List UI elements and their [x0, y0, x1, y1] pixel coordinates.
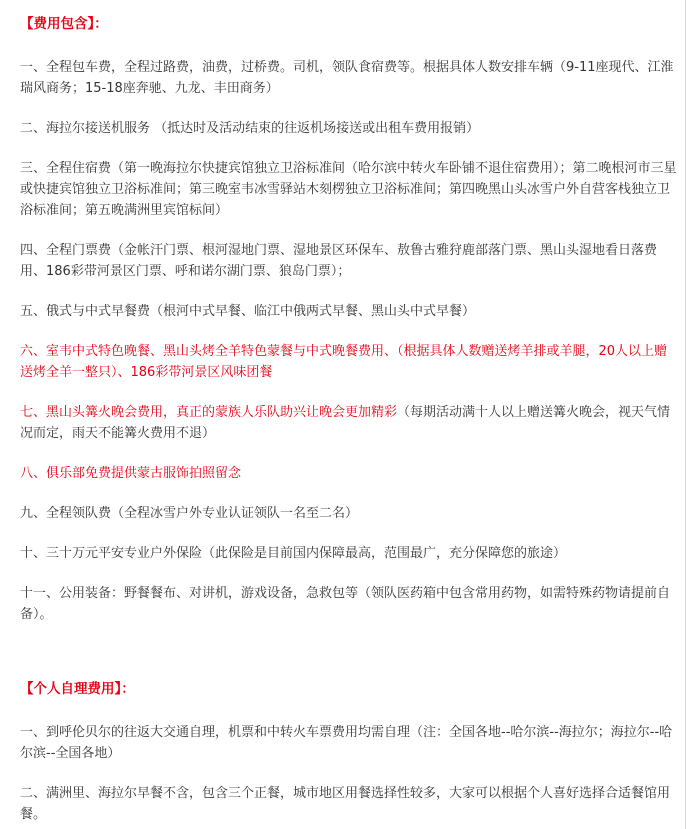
included-heading: 【费用包含】： — [20, 16, 108, 32]
included-item-1: 一、全程包车费，全程过路费，油费，过桥费。司机，领队食宿费等。根据具体人数安排车辆（9-11座现代、江淮瑞风商务；15-18座奔驰、九龙、丰田商务） — [20, 60, 674, 96]
included-item-11: 十一、公用装备：野餐餐布、对讲机，游戏设备，急救包等（领队医药箱中包含常用药物，如需特殊药物请提前自备）。 — [20, 586, 671, 622]
included-item-7-highlight: 七、黑山头篝火晚会费用，真正的蒙族人乐队助兴让晚会更加精彩 — [20, 405, 398, 420]
included-item-7 — [20, 402, 680, 444]
included-item-7-note: （每期活动满十人以上赠送篝火晚会，视天气情况而定，雨天不能篝火费用不退） — [20, 405, 671, 441]
included-item-2: 二、海拉尔接送机服务 （抵达时及活动结束的往返机场接送或出租车费用报销） — [20, 121, 480, 136]
included-item-6: 六、室韦中式特色晚餐、黑山头烤全羊特色蒙餐与中式晚餐费用、（根据具体人数赠送烤羊排或羊腿，20人以上赠送烤全羊一整只）、186彩带河景区风味团餐 — [20, 344, 668, 380]
included-item-10: 十、三十万元平安专业户外保险（此保险是目前国内保障最高，范围最广，充分保障您的旅途） — [20, 546, 567, 561]
document-content — [20, 14, 680, 825]
included-item-3: 三、全程住宿费（第一晚海拉尔快捷宾馆独立卫浴标准间（哈尔滨中转火车卧铺不退住宿费用）；第二晚根河市三星或快捷宾馆独立卫浴标准间；第三晚室韦冰雪驿站木刻楞独立卫浴标准间；第四晚黑山头冰雪户外自营客栈独立卫浴标准间；第五晚满洲里宾馆标间） — [20, 161, 677, 218]
self-paid-item-2: 二、满洲里、海拉尔早餐不含，包含三个正餐，城市地区用餐选择性较多，大家可以根据个人喜好选择合适餐馆用餐。 — [20, 786, 671, 822]
self-paid-heading: 【个人自理费用】： — [20, 681, 135, 697]
included-item-5: 五、俄式与中式早餐费（根河中式早餐、临江中俄两式早餐、黑山头中式早餐） — [20, 304, 476, 319]
included-item-4: 四、全程门票费（金帐汗门票、根河湿地门票、湿地景区环保车、敖鲁古雅狩鹿部落门票、黑山头湿地看日落费用、186彩带河景区门票、呼和诺尔湖门票、狼岛门票）； — [20, 243, 658, 279]
included-item-9: 九、全程领队费（全程冰雪户外专业认证领队一名至二名） — [20, 506, 359, 521]
self-paid-item-1: 一、到呼伦贝尔的往返大交通自理，机票和中转火车票费用均需自理（注：全国各地--哈尔滨--海拉尔；海拉尔--哈尔滨--全国各地） — [20, 725, 673, 761]
included-item-8: 八、俱乐部免费提供蒙古服饰拍照留念 — [20, 466, 242, 481]
